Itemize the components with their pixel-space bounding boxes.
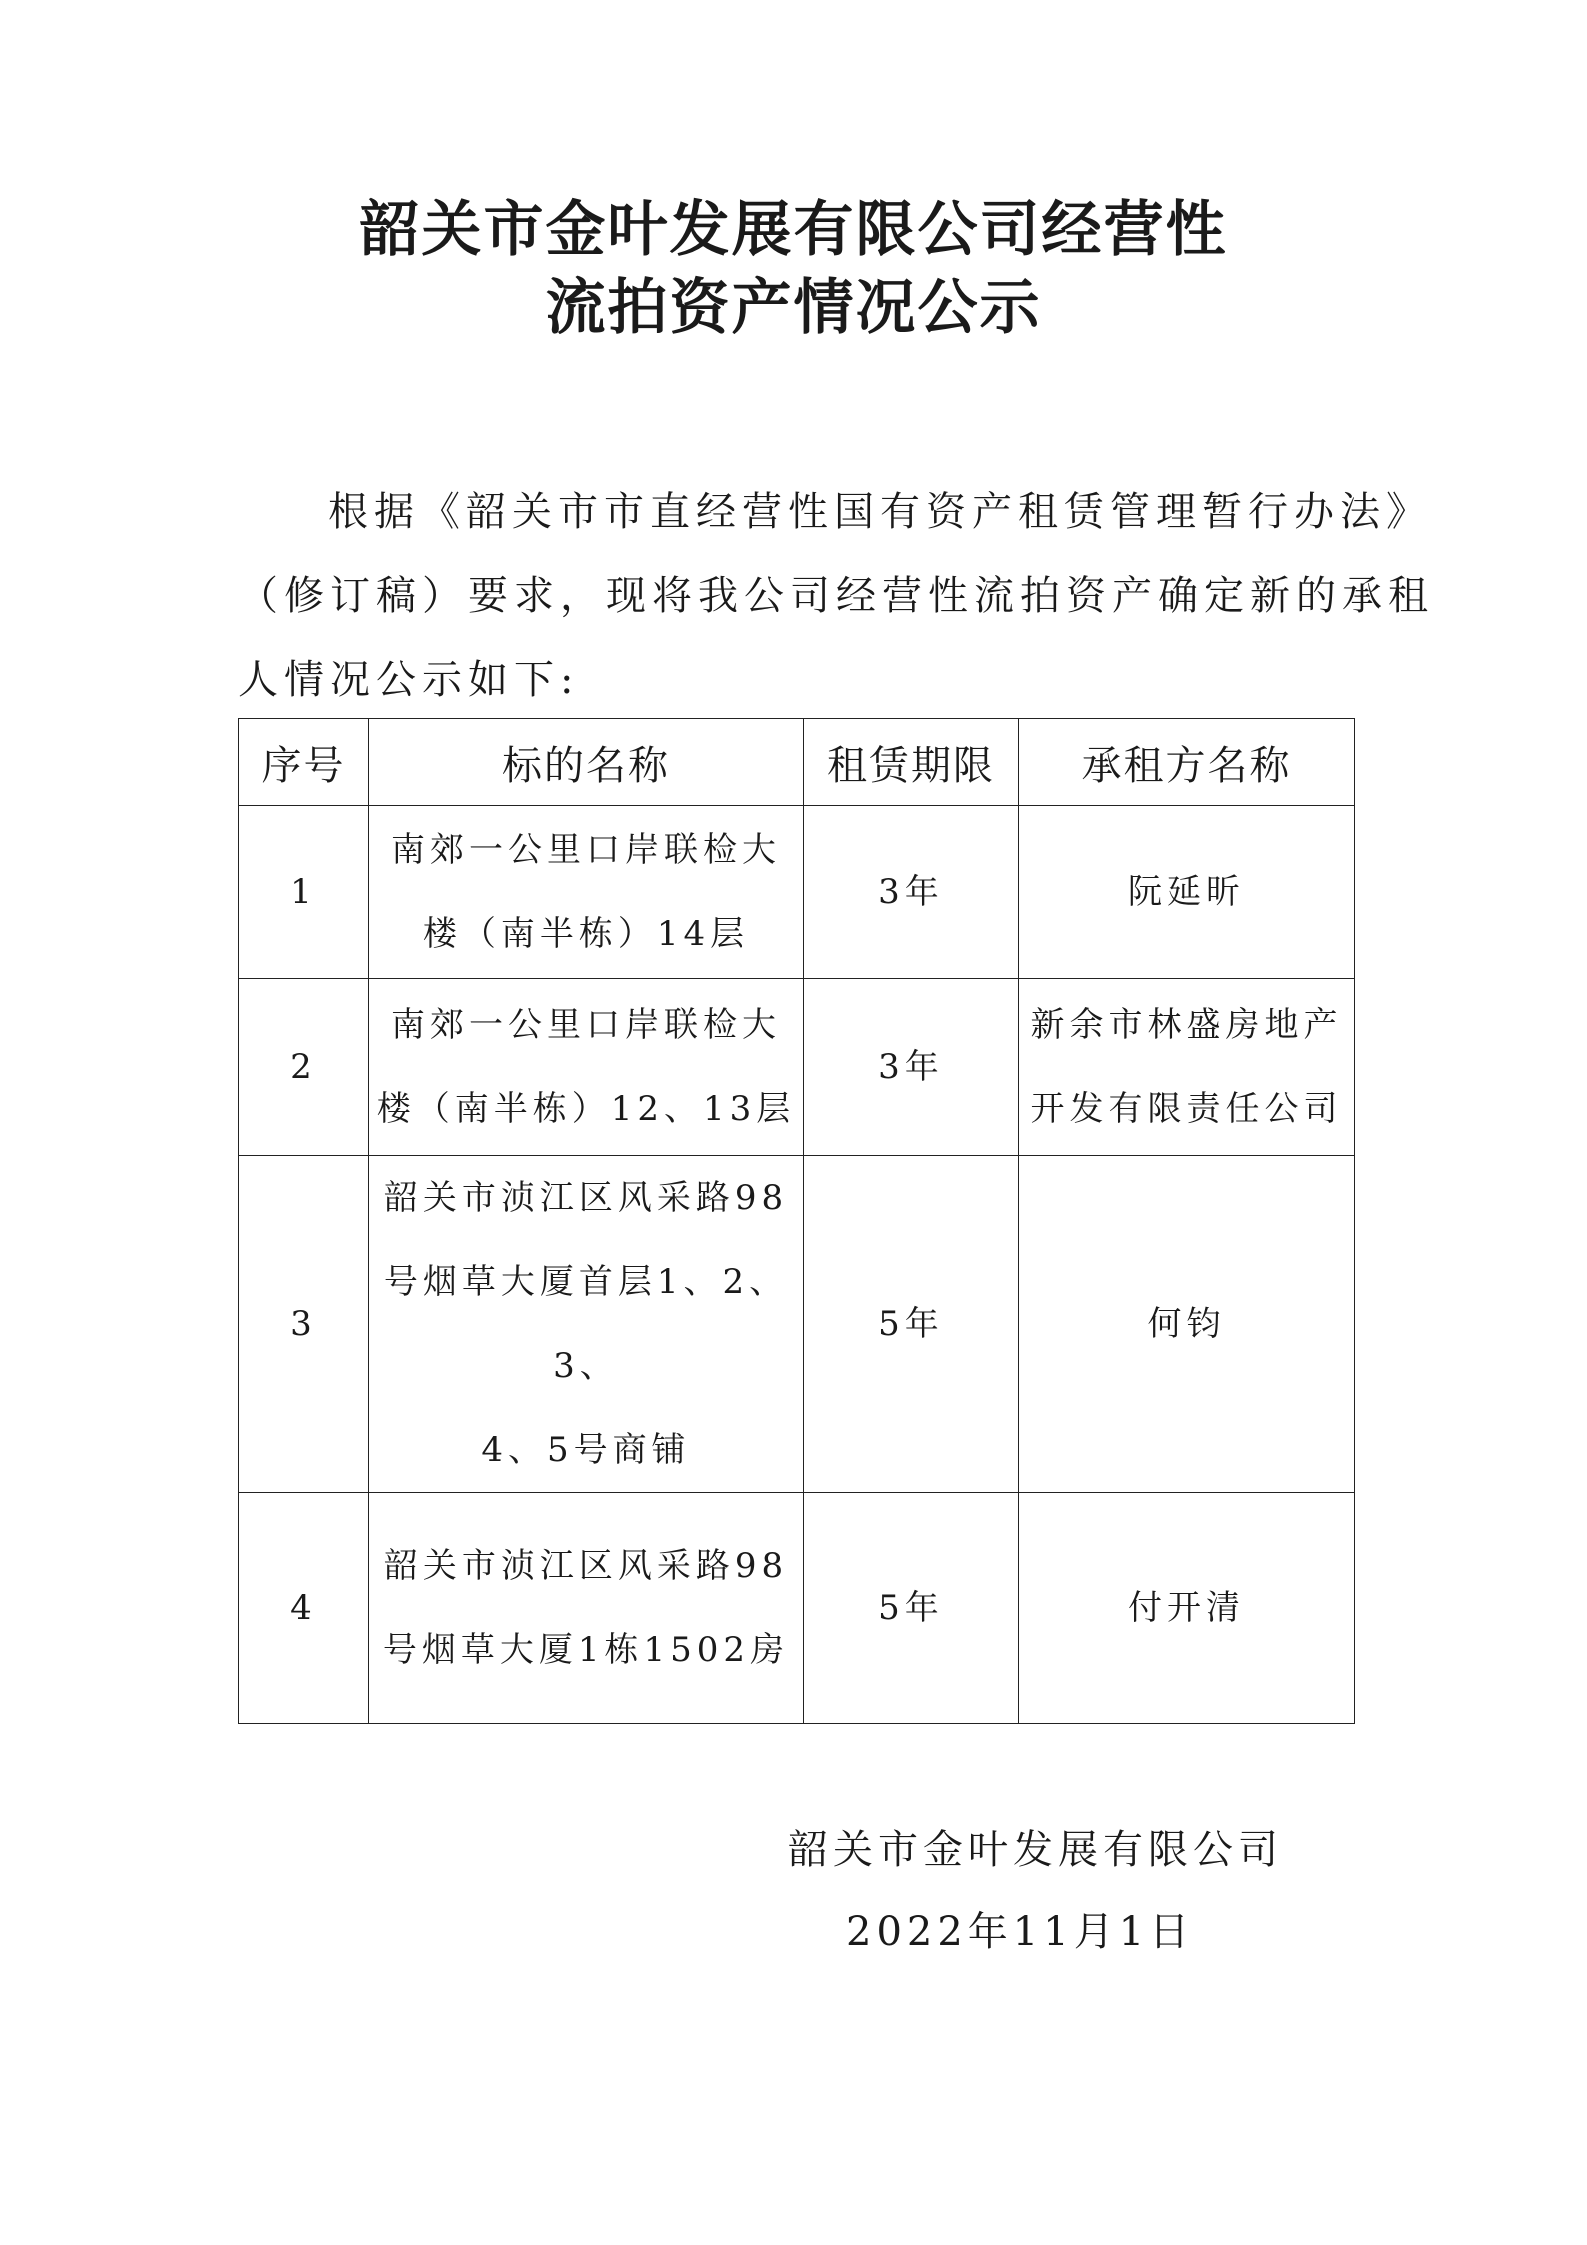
intro-paragraph-line-2: （修订稿）要求，现将我公司经营性流拍资产确定新的承租 [238,573,1434,619]
asset-name-line: 楼（南半栋）12、13层 [376,1089,796,1129]
document-title-line-2: 流拍资产情况公示 [545,273,1042,343]
cell-lessee-name [1019,1493,1355,1724]
asset-name-line: 韶关市浈江区风采路98 [383,1178,789,1218]
table-row [239,979,1355,1156]
document-title-line-1: 韶关市金叶发展有限公司经营性 [359,195,1228,265]
asset-name-line: 楼（南半栋）14层 [422,914,750,954]
lessee-name-line: 付开清 [1128,1588,1245,1628]
cell-lessee-name [1019,1156,1355,1493]
cell-asset-name [369,806,804,979]
asset-name-line: 南郊一公里口岸联检大 [391,830,781,870]
asset-name-line: 号烟草大厦首层1、2、3、 [383,1262,789,1386]
lessee-name-line: 何钧 [1147,1304,1226,1344]
signature-company: 韶关市金叶发展有限公司 [788,1827,1283,1873]
asset-table [238,718,1355,1724]
header-asset-name: 标的名称 [369,719,804,806]
cell-serial-number: 4 [239,1493,369,1724]
table-row [239,806,1355,979]
header-serial-number: 序号 [239,719,369,806]
cell-lease-term: 3年 [804,979,1019,1156]
cell-lease-term: 5年 [804,1156,1019,1493]
cell-lessee-name [1019,979,1355,1156]
asset-name-line: 韶关市浈江区风采路98 [383,1546,789,1586]
cell-asset-name [369,1493,804,1724]
cell-lease-term: 3年 [804,806,1019,979]
intro-paragraph-line-3: 人情况公示如下: [238,657,580,703]
cell-serial-number: 3 [239,1156,369,1493]
table-row [239,1493,1355,1724]
header-lessee-name: 承租方名称 [1019,719,1355,806]
header-lease-term: 租赁期限 [804,719,1019,806]
cell-lessee-name [1019,806,1355,979]
asset-name-line: 号烟草大厦1栋1502房 [382,1630,790,1670]
lessee-name-line: 开发有限责任公司 [1030,1089,1343,1129]
cell-asset-name [369,979,804,1156]
table-row [239,1156,1355,1493]
lessee-name-line: 新余市林盛房地产 [1030,1005,1343,1045]
cell-lease-term: 5年 [804,1493,1019,1724]
cell-asset-name [369,1156,804,1493]
lessee-name-line: 阮延昕 [1128,872,1245,912]
asset-name-line: 4、5号商铺 [481,1430,691,1470]
table-header-row [239,719,1355,806]
cell-serial-number: 2 [239,979,369,1156]
cell-serial-number: 1 [239,806,369,979]
signature-date: 2022年11月1日 [846,1909,1195,1955]
intro-paragraph-line-1: 根据《韶关市市直经营性国有资产租赁管理暂行办法》 [328,489,1432,535]
asset-name-line: 南郊一公里口岸联检大 [391,1005,781,1045]
